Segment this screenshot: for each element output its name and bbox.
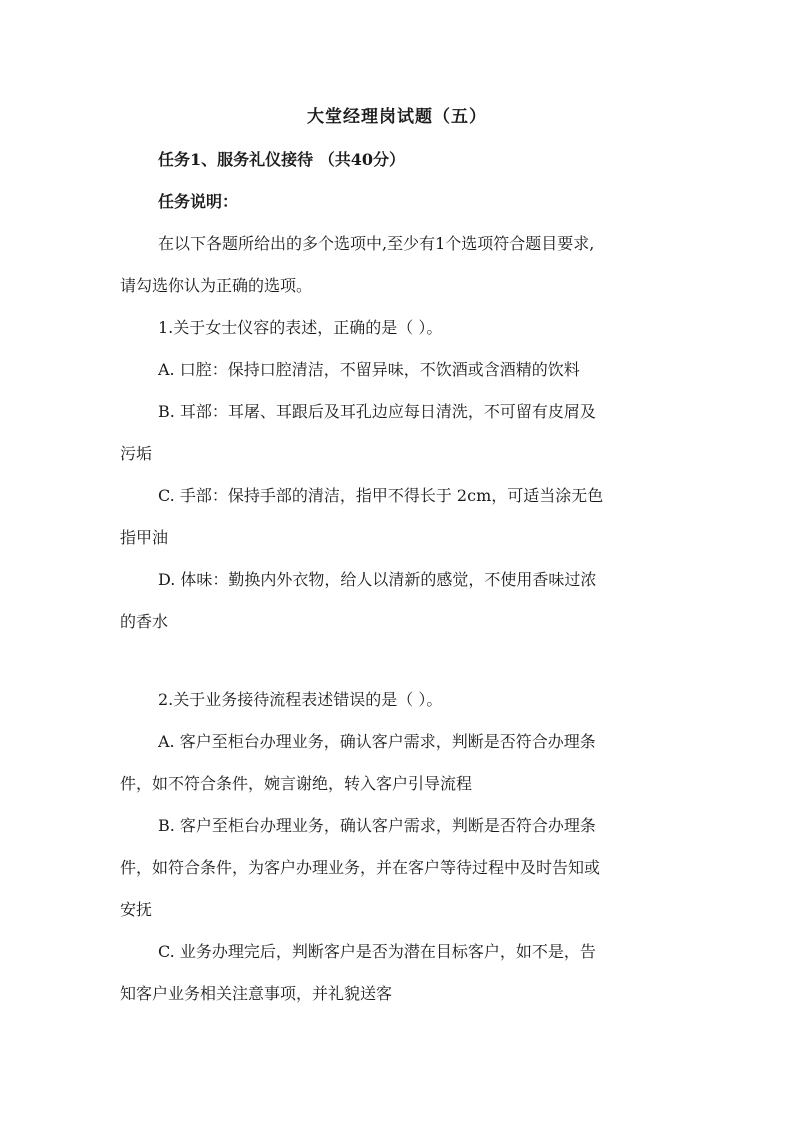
- instruction-text-line-2: 请勾选你认为正确的选项。: [120, 276, 313, 295]
- document-title: 大堂经理岗试题（五）: [307, 107, 487, 127]
- option-text-line: C. 业务办理完后，判断客户是否为潜在目标客户，如不是，告: [158, 942, 596, 961]
- task-heading: 任务1、服务礼仪接待 （共40分）: [158, 150, 405, 169]
- option-text-line: C. 手部：保持手部的清洁，指甲不得长于 2cm，可适当涂无色: [158, 486, 604, 505]
- option-text-line: 污垢: [120, 444, 153, 463]
- option-text-line: 指甲油: [120, 528, 169, 547]
- option-text-line: A. 客户至柜台办理业务，确认客户需求，判断是否符合办理条: [158, 732, 596, 751]
- instruction-text-line-1: 在以下各题所给出的多个选项中,至少有1个选项符合题目要求,: [158, 234, 595, 253]
- question-2-stem: 2.关于业务接待流程表述错误的是（ ）。: [158, 690, 443, 709]
- option-text-line: 件，如不符合条件，婉言谢绝，转入客户引导流程: [120, 774, 473, 793]
- task-description-heading: 任务说明：: [158, 192, 239, 211]
- option-text-line: 知客户业务相关注意事项，并礼貌送客: [120, 984, 393, 1003]
- option-text-line: B. 客户至柜台办理业务，确认客户需求，判断是否符合办理条: [158, 816, 596, 835]
- option-text-line: B. 耳部：耳屠、耳跟后及耳孔边应每日清洗，不可留有皮屑及: [158, 402, 596, 421]
- question-1-stem: 1.关于女士仪容的表述，正确的是（ ）。: [158, 318, 443, 337]
- option-text-line: D. 体味：勤换内外衣物，给人以清新的感觉，不使用香味过浓: [158, 570, 597, 589]
- option-text-line: 的香水: [120, 612, 169, 631]
- option-text-line: 件，如符合条件，为客户办理业务，并在客户等待过程中及时告知或: [120, 858, 601, 877]
- option-text-line: A. 口腔：保持口腔清洁，不留异味，不饮酒或含酒精的饮料: [158, 360, 580, 379]
- option-text-line: 安抚: [120, 900, 153, 919]
